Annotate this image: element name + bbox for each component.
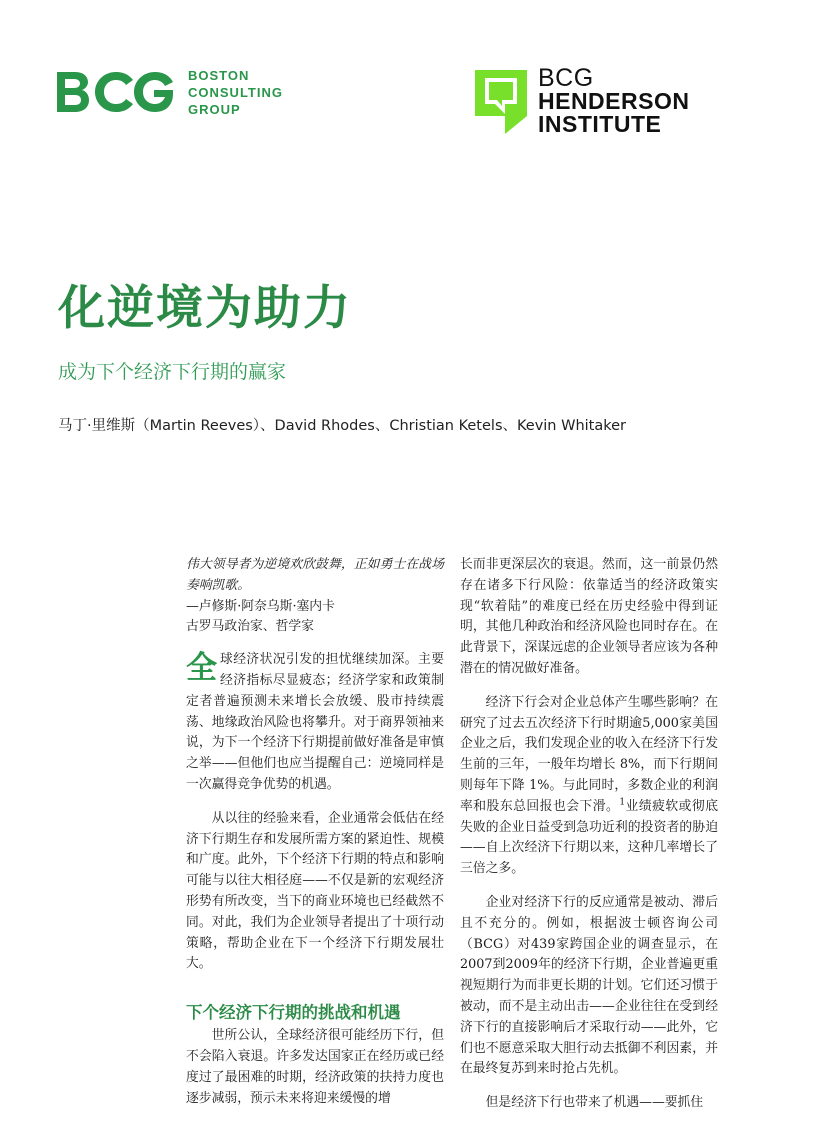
- epigraph-attribution: —卢修斯·阿奈乌斯·塞内卡: [186, 598, 335, 614]
- bcg-logo-mark: [55, 70, 175, 114]
- body-paragraph: 企业对经济下行的反应通常是被动、滞后且不充分的。例如，根据波士顿咨询公司（BCG）对439家跨国企业的调查显示，在2007到2009年的经济下行期，企业普遍更重视短期行为而非更长期的计划。它们还习惯于被动，而不是主动出击——企业往往在受到经济下行的直接影响后才采取行动——此外，它们也不愿意采取大胆行动去抵御不利因素，并在最终复苏到来时抢占先机。: [460, 894, 718, 1077]
- body-paragraph: 长而非更深层次的衰退。然而，这一前景仍然存在诸多下行风险：依靠适当的经济政策实现“软着陆”的难度已经在历史经验中得到证明，其他几种政治和经济风险也同时存在。在此背景下，深谋远虑的企业领导者应该为各种潜在的情况做好准备。: [460, 557, 718, 676]
- epigraph-attribution-role: 古罗马政治家、哲学家: [186, 619, 314, 635]
- page-subtitle: 成为下个经济下行期的赢家: [58, 361, 287, 383]
- drop-cap: 全: [186, 650, 217, 687]
- body-column-left: [186, 555, 444, 1109]
- henderson-logo-line: BCG: [538, 64, 594, 92]
- body-paragraph: [186, 650, 444, 796]
- bcg-logo-line: GROUP: [188, 102, 241, 117]
- body-column-right: [460, 555, 718, 1114]
- body-paragraph: 世所公认，全球经济很可能经历下行，但不会陷入衰退。许多发达国家正在经历或已经度过了最困难的时期，经济政策的扶持力度也逐步减弱，预示未来将迎来缓慢的增: [186, 1028, 444, 1106]
- body-paragraph: 从以往的经验来看，企业通常会低估在经济下行期生存和发展所需方案的紧迫性、规模和广度。此外，下个经济下行期的特点和影响可能与以往大相径庭——不仅是新的宏观经济形势有所改变，当下的商业环境也已经截然不同。对此，我们为企业领导者提出了十项行动策略，帮助企业在下一个经济下行期发展壮大。: [186, 810, 444, 972]
- bcg-logo-text: [188, 67, 283, 118]
- bcg-logo-line: CONSULTING: [188, 85, 283, 100]
- henderson-logo-text: [538, 66, 689, 136]
- section-heading: 下个经济下行期的挑战和机遇: [186, 1003, 401, 1023]
- page-title: 化逆境为助力: [58, 281, 352, 336]
- bcg-logo-line: BOSTON: [188, 68, 250, 83]
- henderson-logo-line: INSTITUTE: [538, 111, 662, 137]
- paragraph-text: 业绩疲软或彻底失败的企业日益受到急功近利的投资者的胁迫——自上次经济下行期以来，这种几率增长了三倍之多。: [460, 798, 719, 877]
- henderson-logo-line: HENDERSON: [538, 88, 690, 114]
- body-paragraph: 但是经济下行也带来了机遇——要抓住: [485, 1095, 704, 1111]
- body-paragraph: [460, 693, 718, 880]
- footnote-ref: 1: [619, 797, 626, 808]
- henderson-logo-mark: [475, 70, 527, 134]
- author-line: 马丁·里维斯（Martin Reeves）、David Rhodes、Christian Ketels、Kevin Whitaker: [58, 418, 626, 434]
- paragraph-text: 球经济状况引发的担忧继续加深。主要经济指标尽显疲态；经济学家和政策制定者普遍预测未来增长会放缓、股市持续震荡、地缘政治风险也将攀升。对于商界领袖来说，为下一个经济下行期提前做好准备是审慎之举——但他们也应当提醒自己：逆境同样是一次赢得竞争优势的机遇。: [186, 652, 444, 792]
- paragraph-text: 经济下行会对企业总体产生哪些影响？在研究了过去五次经济下行时期逾5,000家美国企业之后，我们发现企业的收入在经济下行发生前的三年，一般年均增长 8%，而下行期间则每年下降 1%。与此同时，多数企业的利润率和股东总回报也会下滑。: [460, 694, 718, 814]
- epigraph-quote: 伟大领导者为逆境欢欣鼓舞，正如勇士在战场奏响凯歌。: [186, 557, 444, 593]
